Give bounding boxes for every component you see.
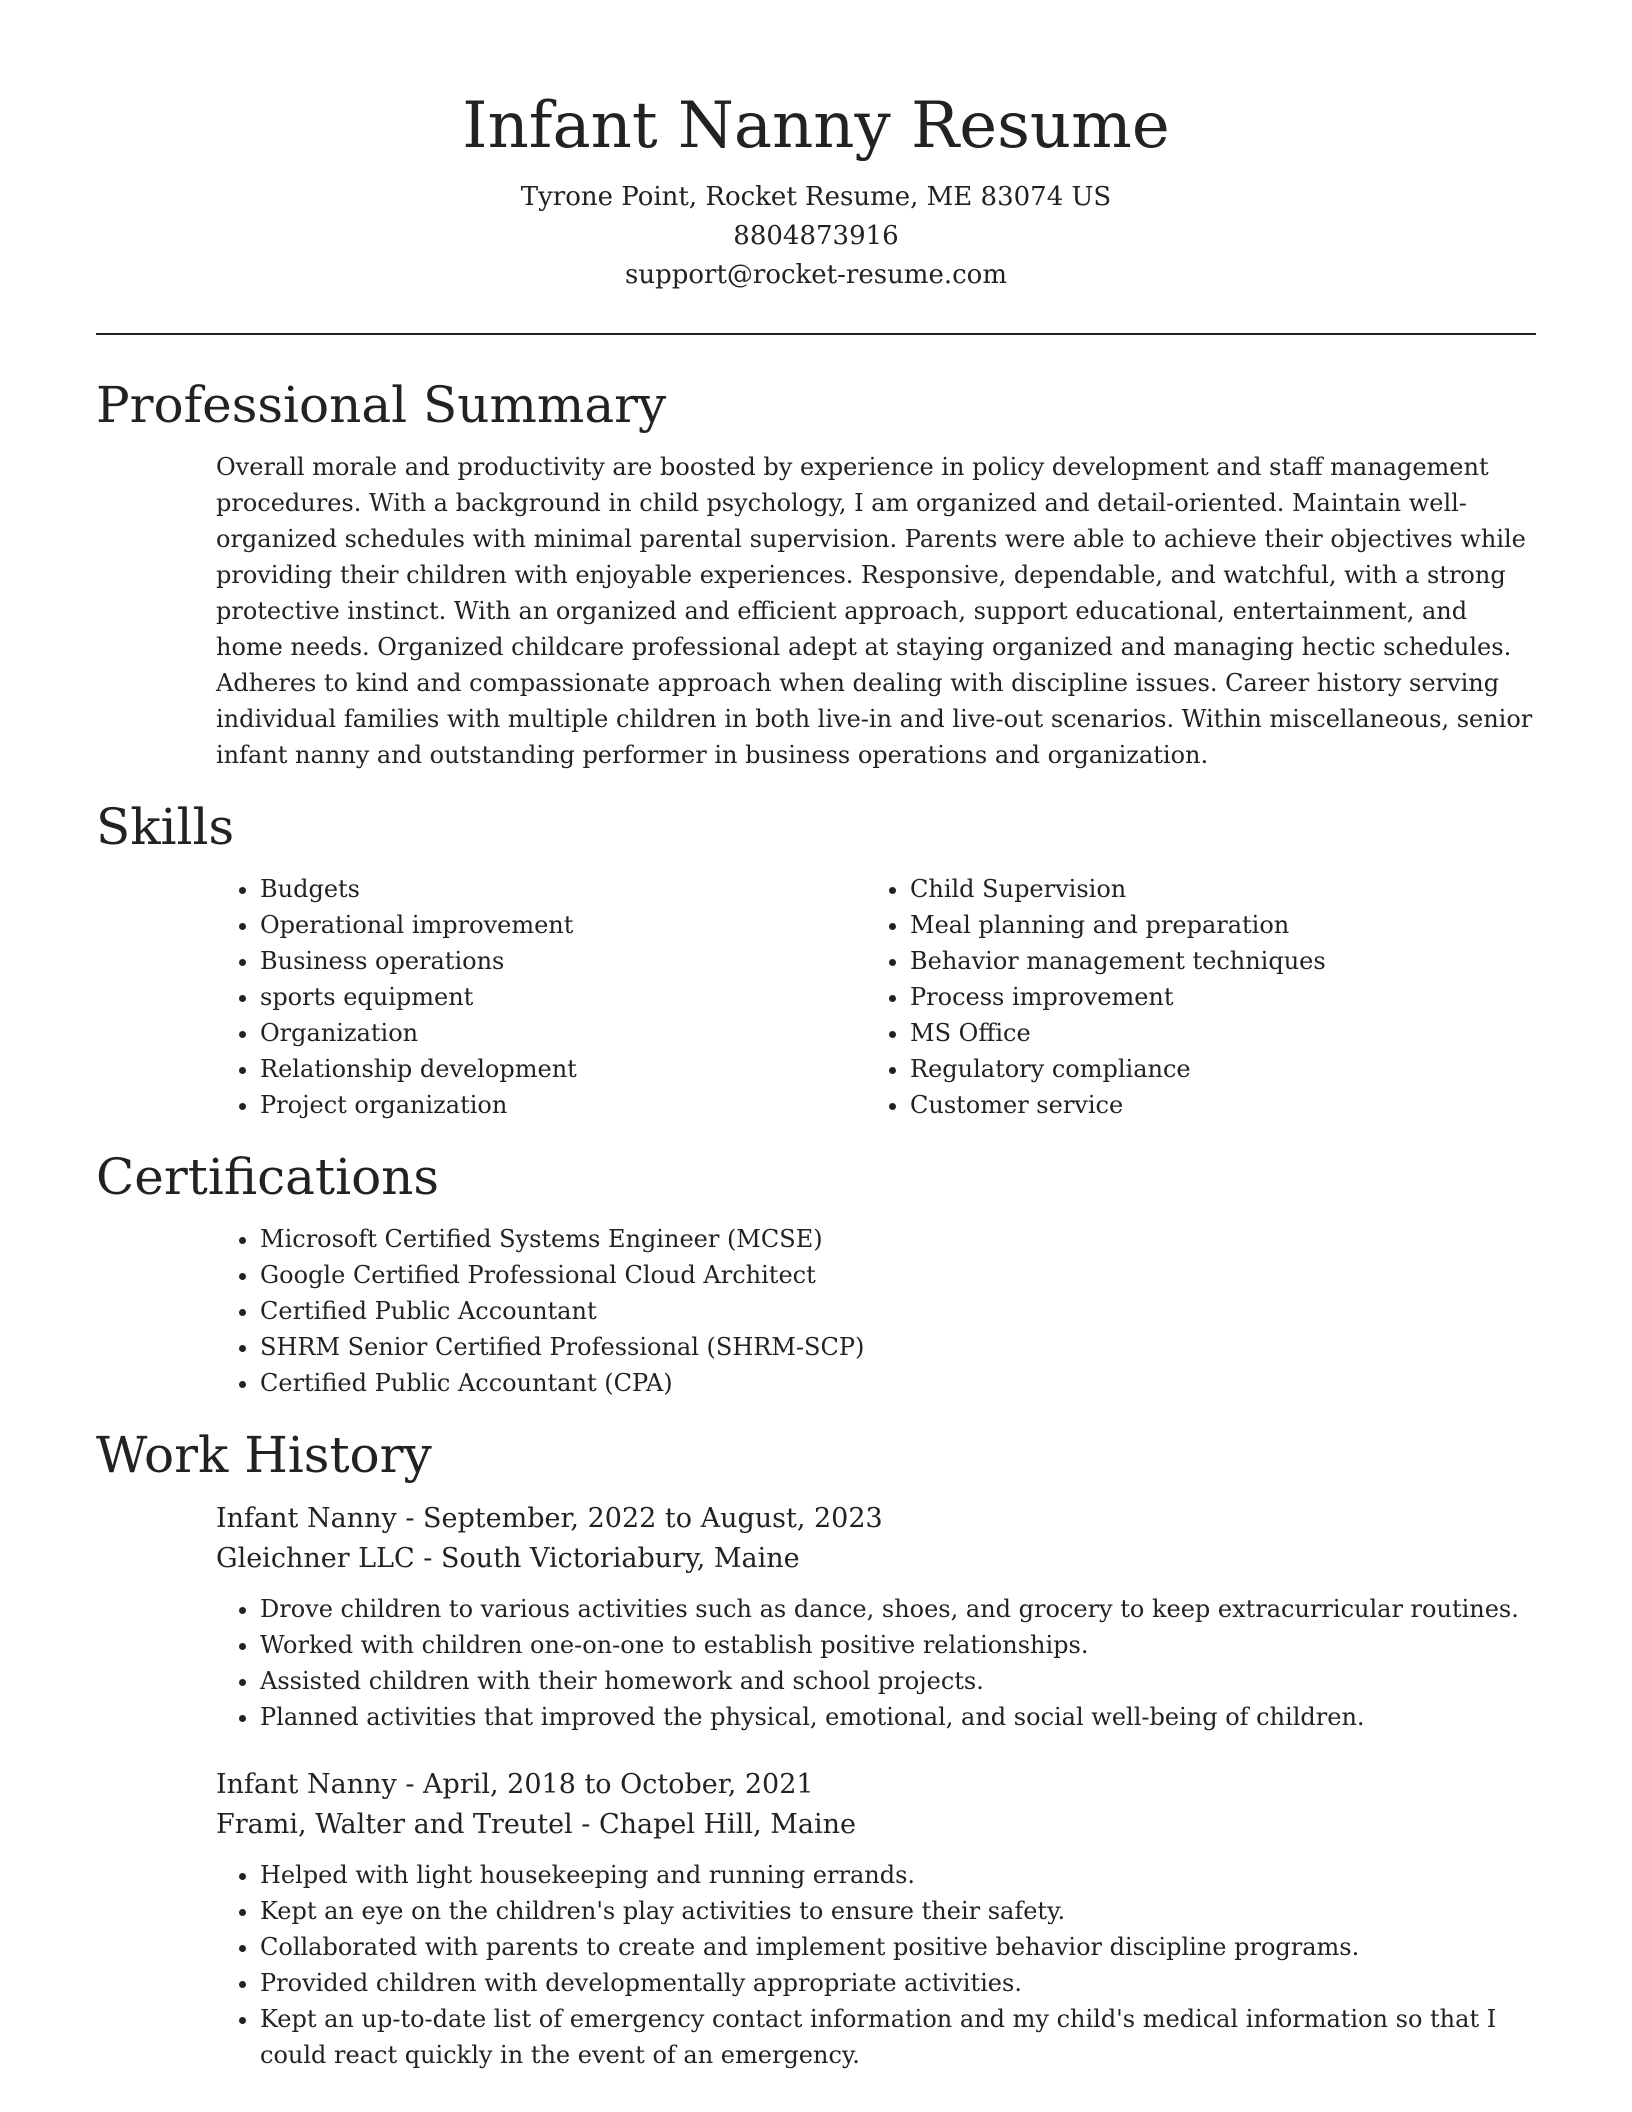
- job-entry: [216, 1499, 1536, 1735]
- job-separator: -: [414, 1543, 441, 1574]
- job-title-line: [216, 1499, 1536, 1539]
- work-history-heading: Work History: [96, 1426, 432, 1484]
- job-company: Frami, Walter and Treutel: [216, 1809, 573, 1840]
- job-bullet: • Planned activities that improved the physical, emotional, and social well-being of children.: [260, 1699, 1536, 1735]
- contact-phone: 8804873916: [733, 221, 899, 251]
- skill-item: • Budgets: [260, 871, 866, 907]
- job-bullet: • Drove children to various activities such as dance, shoes, and grocery to keep extracurricular routines.: [260, 1591, 1536, 1627]
- skill-item: • Regulatory compliance: [910, 1051, 1516, 1087]
- certification-item: • SHRM Senior Certified Professional (SHRM-SCP): [260, 1329, 1536, 1365]
- job-separator: -: [572, 1809, 599, 1840]
- resume-header: [96, 0, 1536, 295]
- skill-item: • MS Office: [910, 1015, 1516, 1051]
- certification-item: • Certified Public Accountant: [260, 1293, 1536, 1329]
- job-separator: -: [396, 1769, 424, 1800]
- job-title: Infant Nanny: [216, 1503, 397, 1534]
- job-bullet: • Kept an up-to-date list of emergency contact information and my child's medical information so that I could react quickly in the event of an emergency.: [260, 2001, 1536, 2073]
- job-location: Chapel Hill, Maine: [599, 1809, 856, 1840]
- job-title-line: [216, 1765, 1536, 1805]
- contact-address: Tyrone Point, Rocket Resume, ME 83074 US: [520, 182, 1112, 212]
- job-company-line: [216, 1805, 1536, 1845]
- skill-item: • Relationship development: [260, 1051, 866, 1087]
- skill-item: • Operational improvement: [260, 907, 866, 943]
- job-separator: -: [396, 1503, 424, 1534]
- job-dates: September, 2022 to August, 2023: [423, 1503, 883, 1534]
- job-bullet: • Assisted children with their homework and school projects.: [260, 1663, 1536, 1699]
- job-bullet: • Worked with children one-on-one to establish positive relationships.: [260, 1627, 1536, 1663]
- skills-column-right: [866, 871, 1516, 1123]
- job-bullet: • Provided children with developmentally appropriate activities.: [260, 1965, 1536, 2001]
- job-company: Gleichner LLC: [216, 1543, 415, 1574]
- certification-item: • Microsoft Certified Systems Engineer (MCSE): [260, 1221, 1536, 1257]
- skills-column-left: [216, 871, 866, 1123]
- certification-item: • Certified Public Accountant (CPA): [260, 1365, 1536, 1401]
- page-title: Infant Nanny Resume: [462, 89, 1170, 163]
- resume-page: [96, 0, 1536, 2073]
- skill-item: • Meal planning and preparation: [910, 907, 1516, 943]
- work-history-section: [96, 1425, 1536, 2073]
- skill-item: • Child Supervision: [910, 871, 1516, 907]
- certifications-heading: Certifications: [96, 1148, 440, 1206]
- certifications-section: [96, 1147, 1536, 1401]
- skill-item: • Organization: [260, 1015, 866, 1051]
- job-title: Infant Nanny: [216, 1769, 397, 1800]
- job-bullet: • Kept an eye on the children's play activities to ensure their safety.: [260, 1893, 1536, 1929]
- contact-email: support@rocket-resume.com: [624, 260, 1007, 290]
- contact-block: [96, 178, 1536, 295]
- skill-item: • sports equipment: [260, 979, 866, 1015]
- job-entry: [216, 1765, 1536, 2073]
- job-bullet: • Collaborated with parents to create and implement positive behavior discipline programs.: [260, 1929, 1536, 1965]
- job-location: South Victoriabury, Maine: [441, 1543, 800, 1574]
- header-divider: [96, 333, 1536, 335]
- certification-item: • Google Certified Professional Cloud Architect: [260, 1257, 1536, 1293]
- skill-item: • Customer service: [910, 1087, 1516, 1123]
- skills-section: [96, 797, 1536, 1123]
- job-company-line: [216, 1539, 1536, 1579]
- summary-text: Overall morale and productivity are boosted by experience in policy development and staff management procedures. With a background in child psychology, I am organized and detail-oriented. Maintain well-organized schedules with minimal parental supervision. Parents were able to achieve their objectives while providing their children with enjoyable experiences. Responsive, dependable, and watchful, with a strong protective instinct. With an organized and efficient approach, support educational, entertainment, and home needs. Organized childcare professional adept at staying organized and managing hectic schedules. Adheres to kind and compassionate approach when dealing with discipline issues. Career history serving individual families with multiple children in both live-in and live-out scenarios. Within miscellaneous, senior infant nanny and outstanding performer in business operations and organization.: [216, 453, 1533, 769]
- skill-item: • Business operations: [260, 943, 866, 979]
- summary-heading: Professional Summary: [96, 376, 667, 434]
- summary-section: [96, 375, 1536, 773]
- skill-item: • Project organization: [260, 1087, 866, 1123]
- job-dates: April, 2018 to October, 2021: [423, 1769, 814, 1800]
- skill-item: • Process improvement: [910, 979, 1516, 1015]
- skill-item: • Behavior management techniques: [910, 943, 1516, 979]
- skills-heading: Skills: [96, 798, 235, 856]
- job-bullet: • Helped with light housekeeping and running errands.: [260, 1857, 1536, 1893]
